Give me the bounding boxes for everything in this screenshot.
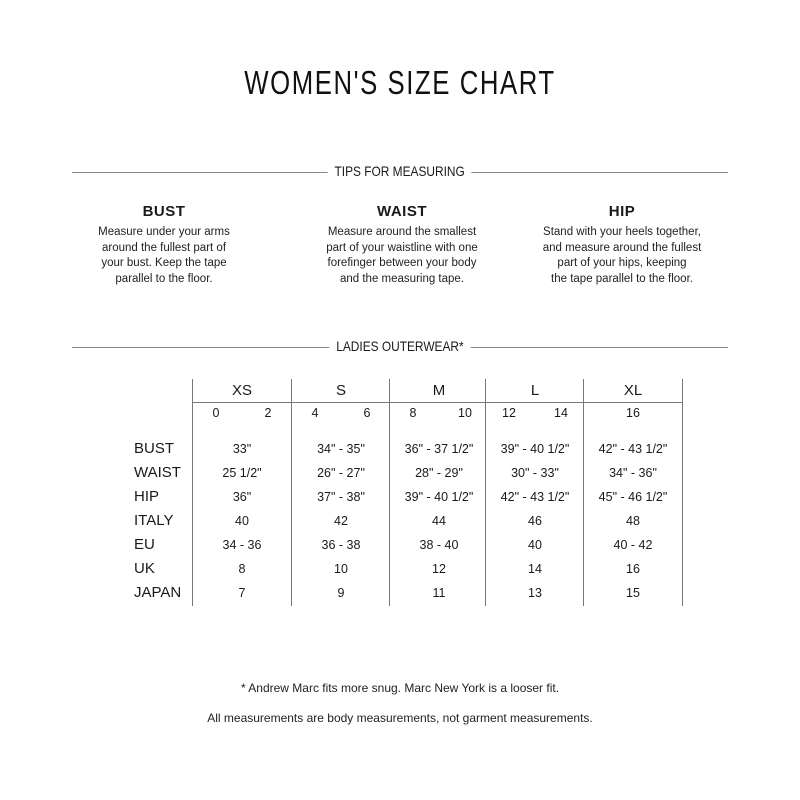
tip-hip: [522, 203, 722, 287]
table-cell: 40: [528, 538, 542, 552]
size-label: M: [432, 382, 446, 399]
tip-line: Measure under your arms: [98, 226, 230, 238]
size-label: S: [335, 382, 346, 399]
tip-text: [522, 225, 722, 287]
disclaimer: All measurements are body measurements, not garment measurements.: [207, 711, 593, 725]
tip-line: parallel to the floor.: [115, 272, 213, 285]
tip-line: and measure around the fullest: [542, 241, 702, 254]
table-cell: 9: [337, 586, 345, 600]
tip-line: around the fullest part of: [101, 241, 227, 254]
table-cell: 44: [432, 514, 446, 528]
row-label-japan: JAPAN: [134, 584, 182, 601]
table-cell: 48: [626, 514, 640, 528]
table-cell: 42" - 43 1/2": [598, 442, 668, 456]
size-number: 4: [311, 406, 319, 420]
tip-line: Stand with your heels together,: [543, 226, 701, 238]
row-label-bust: BUST: [134, 440, 175, 457]
footnote: * Andrew Marc fits more snug. Marc New York is a looser fit.: [240, 681, 560, 695]
tip-line: forefinger between your body: [327, 257, 477, 269]
table-cell: 16: [626, 562, 640, 576]
table-cell: 45" - 46 1/2": [598, 490, 668, 504]
header-divider: [192, 402, 682, 403]
row-label-hip: HIP: [134, 488, 160, 505]
size-label: L: [530, 382, 540, 399]
row-label-eu: EU: [134, 536, 155, 553]
tip-heading: WAIST: [377, 203, 427, 220]
column-divider: [682, 379, 683, 606]
tips-heading-text: TIPS FOR MEASURING: [328, 163, 472, 179]
table-cell: 39" - 40 1/2": [500, 442, 570, 456]
tip-heading: BUST: [142, 203, 186, 220]
size-number: 6: [363, 406, 371, 420]
table-cell: 33": [232, 442, 252, 456]
size-number: 14: [554, 406, 568, 420]
size-label: XL: [623, 382, 643, 399]
size-number: 0: [212, 406, 220, 420]
tip-bust: [64, 203, 264, 287]
table-cell: 34 - 36: [222, 538, 262, 552]
tip-heading: HIP: [608, 203, 636, 220]
table-cell: 36": [232, 490, 252, 504]
table-cell: 34" - 35": [317, 442, 365, 456]
tip-text: [302, 225, 502, 287]
outerwear-section-heading: [0, 338, 800, 354]
table-cell: 46: [528, 514, 542, 528]
size-number: 10: [458, 406, 472, 420]
tip-line: and the measuring tape.: [339, 272, 465, 285]
tip-text: [64, 225, 264, 287]
table-cell: 42" - 43 1/2": [500, 490, 570, 504]
size-number: 2: [264, 406, 272, 420]
tip-waist: [302, 203, 502, 287]
table-cell: 15: [626, 586, 640, 600]
tip-line: part of your hips, keeping: [557, 257, 687, 269]
table-cell: 7: [238, 586, 246, 600]
tip-line: your bust. Keep the tape: [101, 257, 227, 269]
table-cell: 12: [432, 562, 446, 576]
size-label: XS: [231, 382, 252, 399]
tip-line: Measure around the smallest: [327, 226, 477, 238]
row-label-uk: UK: [134, 560, 155, 577]
size-number: 8: [409, 406, 417, 420]
table-cell: 8: [238, 562, 246, 576]
row-label-italy: ITALY: [134, 512, 174, 529]
tip-line: part of your waistline with one: [326, 241, 478, 254]
table-cell: 36" - 37 1/2": [404, 442, 474, 456]
table-cell: 42: [334, 514, 348, 528]
table-cell: 30" - 33": [511, 466, 559, 480]
table-cell: 40 - 42: [613, 538, 653, 552]
size-number: 12: [502, 406, 516, 420]
table-cell: 11: [432, 586, 446, 600]
table-cell: 25 1/2": [222, 466, 262, 480]
table-cell: 36 - 38: [321, 538, 361, 552]
tip-line: the tape parallel to the floor.: [551, 272, 693, 285]
size-number: 16: [626, 406, 640, 420]
table-cell: 38 - 40: [419, 538, 459, 552]
tips-section-heading: [0, 163, 800, 179]
table-cell: 13: [528, 586, 542, 600]
row-label-waist: WAIST: [134, 464, 181, 481]
outerwear-heading-text: LADIES OUTERWEAR*: [329, 338, 470, 354]
table-cell: 26" - 27": [317, 466, 365, 480]
page-title: WOMEN'S SIZE CHART: [244, 64, 556, 101]
table-cell: 39" - 40 1/2": [404, 490, 474, 504]
table-cell: 34" - 36": [609, 466, 657, 480]
table-cell: 37" - 38": [317, 490, 365, 504]
table-cell: 14: [528, 562, 542, 576]
table-cell: 40: [235, 514, 249, 528]
table-cell: 10: [334, 562, 348, 576]
table-cell: 28" - 29": [415, 466, 463, 480]
